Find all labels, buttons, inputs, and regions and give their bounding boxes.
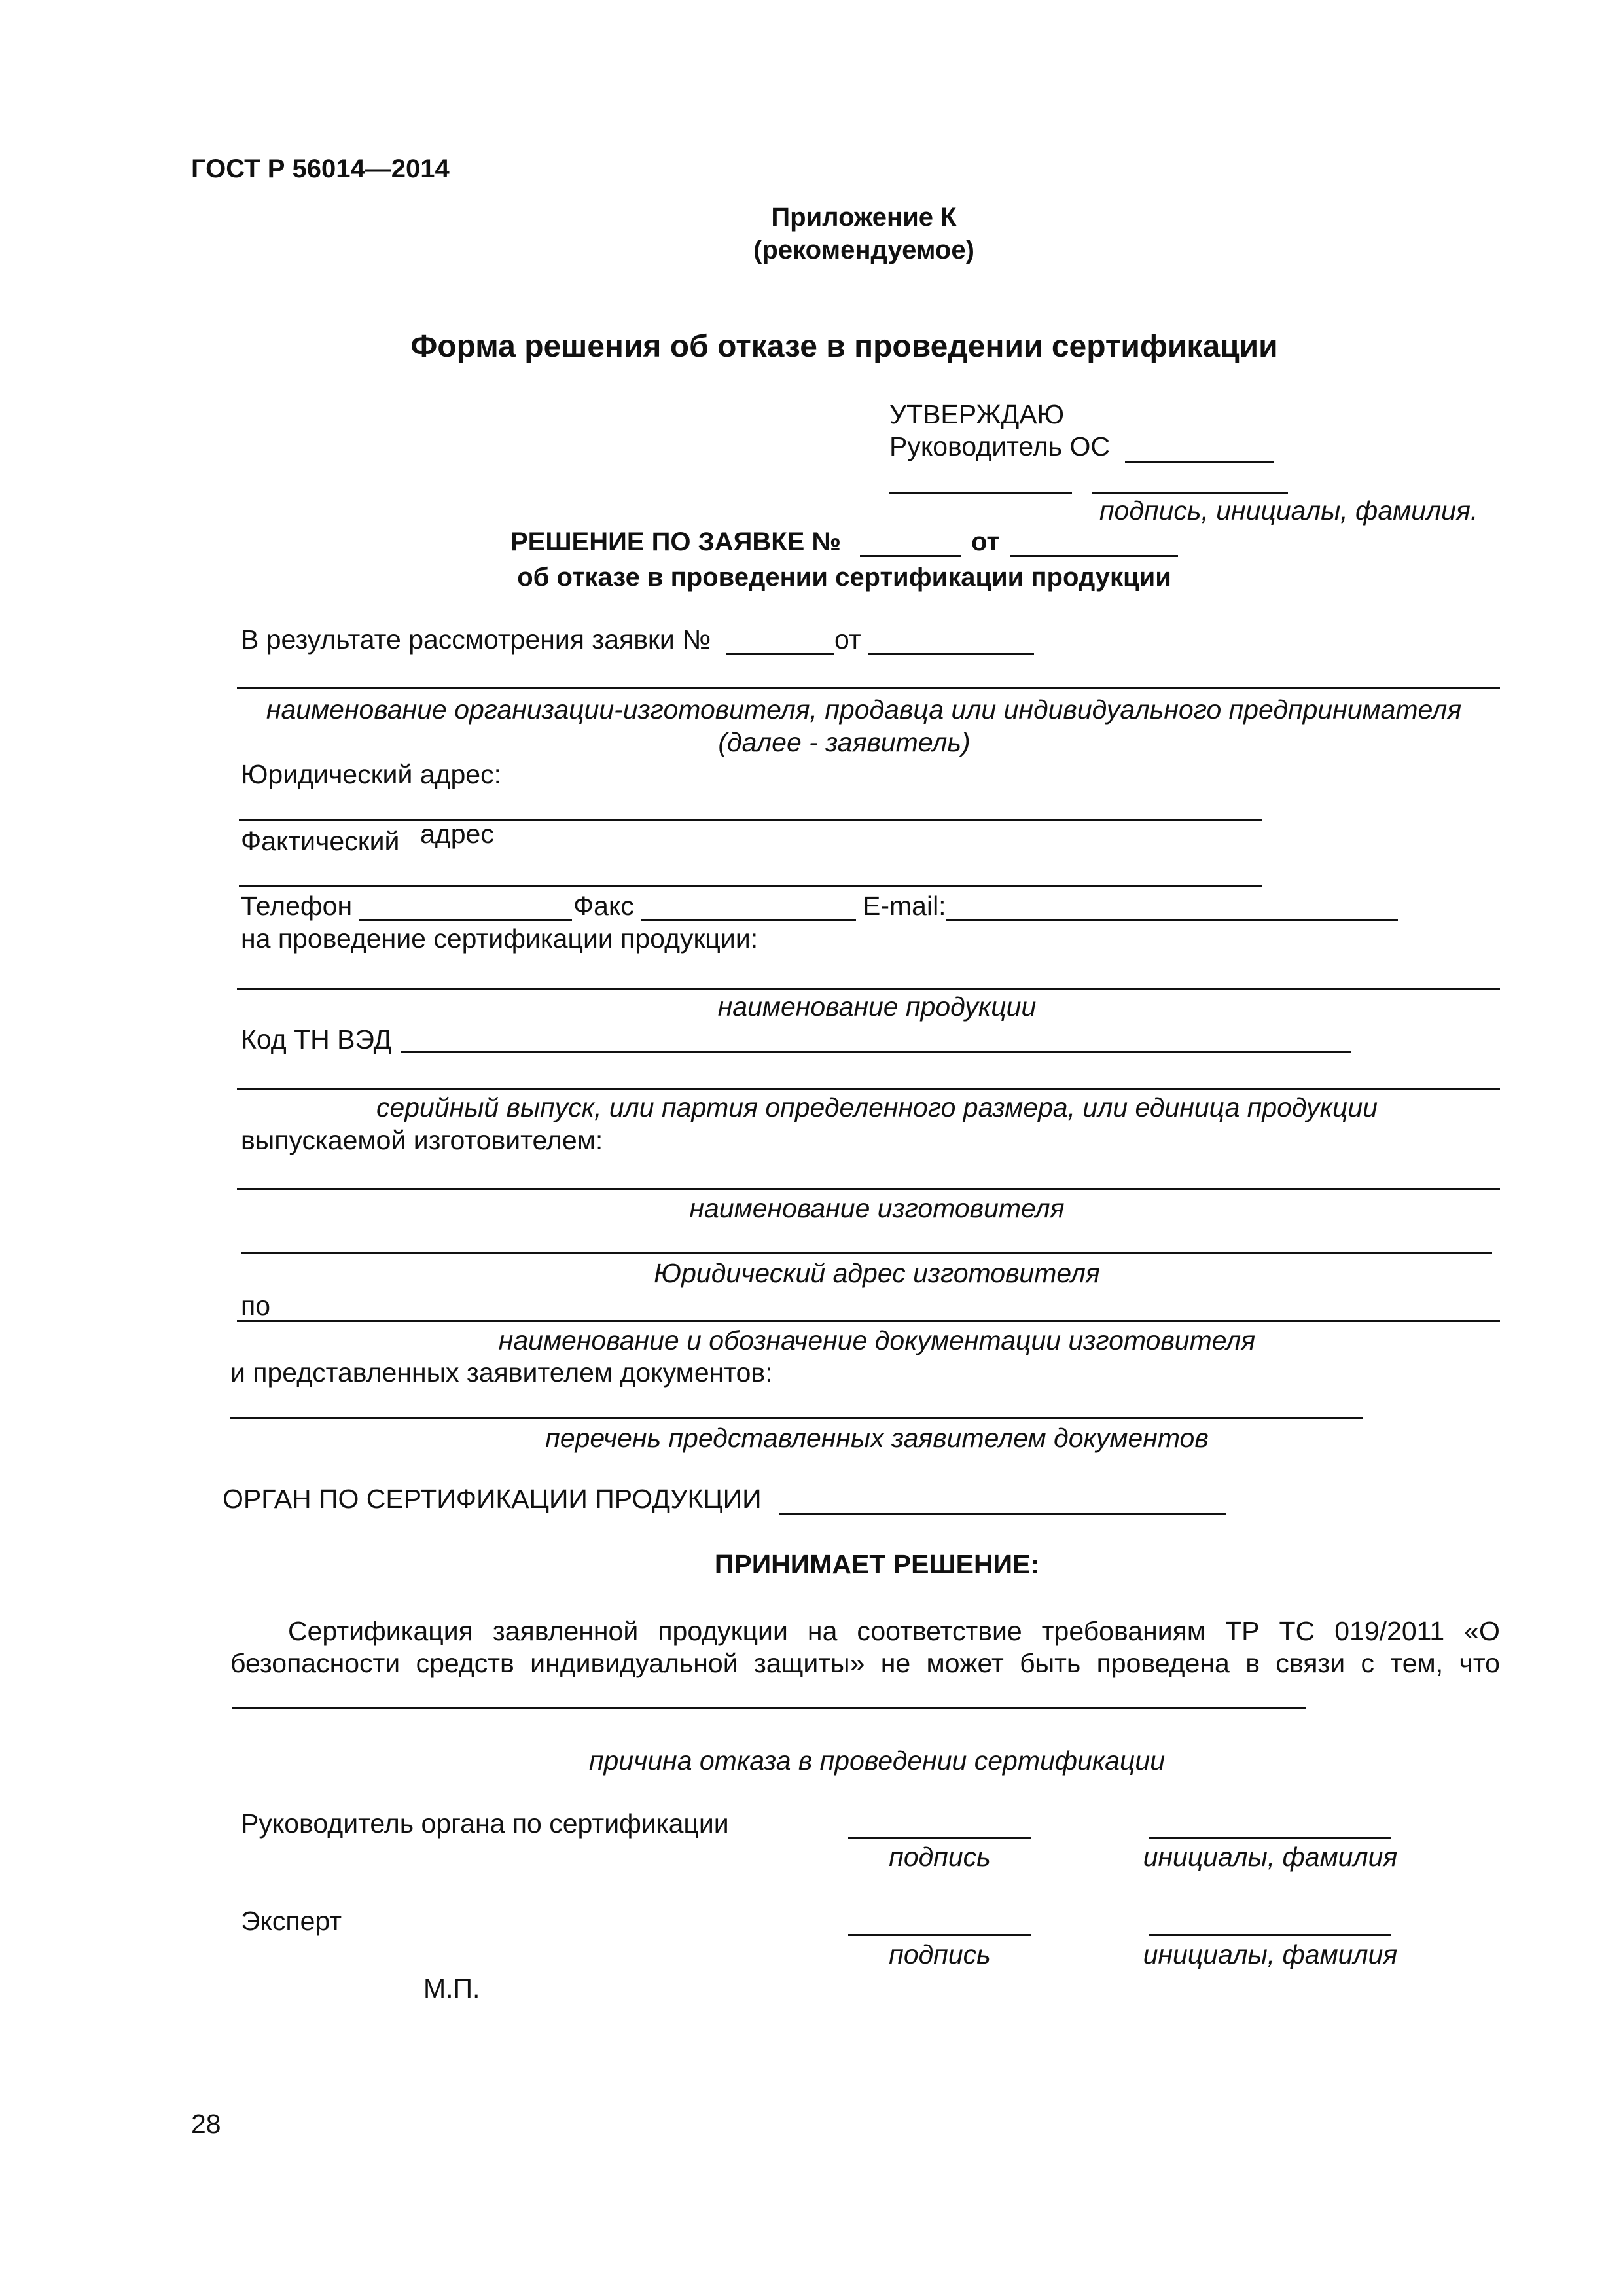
paragraph-word: проведена bbox=[1096, 1648, 1230, 1678]
paragraph-word: заявленной bbox=[492, 1616, 639, 1646]
review-prefix: В результате рассмотрения заявки № bbox=[241, 624, 711, 655]
paragraph-word: тем, bbox=[1390, 1648, 1444, 1678]
organization-caption: наименование организации-изготовителя, продавца или индивидуального предпринимателя bbox=[266, 694, 1462, 725]
certification-of-label: на проведение сертификации продукции: bbox=[241, 924, 758, 954]
expert-name-caption: инициалы, фамилия bbox=[1143, 1939, 1398, 1969]
review-from: от bbox=[834, 624, 861, 655]
manufacturer-address-line[interactable] bbox=[241, 1252, 1492, 1254]
manufacturer-line[interactable] bbox=[237, 1188, 1500, 1190]
docs-line[interactable] bbox=[230, 1417, 1363, 1419]
organization-line[interactable] bbox=[237, 687, 1500, 689]
documentation-line[interactable] bbox=[237, 1320, 1500, 1322]
email-line[interactable] bbox=[946, 919, 1398, 921]
product-line[interactable] bbox=[237, 988, 1500, 990]
approval-name-line[interactable] bbox=[1092, 492, 1288, 494]
fax-line[interactable] bbox=[641, 919, 856, 921]
actual-address-line[interactable] bbox=[239, 885, 1262, 887]
expert-label: Эксперт bbox=[241, 1906, 342, 1936]
legal-address-label: Юридический адрес: bbox=[241, 759, 501, 789]
authority-label: ОРГАН ПО СЕРТИФИКАЦИИ ПРОДУКЦИИ bbox=[223, 1484, 762, 1514]
decision-title-prefix: РЕШЕНИЕ ПО ЗАЯВКЕ № bbox=[510, 528, 842, 556]
documentation-caption: наименование и обозначение документации изготовителя bbox=[498, 1325, 1256, 1355]
paragraph-word: соответствие bbox=[857, 1616, 1022, 1646]
decision-number-line[interactable] bbox=[860, 555, 961, 557]
head-name-caption: инициалы, фамилия bbox=[1143, 1842, 1398, 1872]
paragraph-word: связи bbox=[1275, 1648, 1346, 1678]
appendix-note: (рекомендуемое) bbox=[753, 236, 974, 264]
series-caption: серийный выпуск, или партия определенного размера, или единица продукции bbox=[376, 1092, 1378, 1122]
paragraph-word: 019/2011 bbox=[1334, 1616, 1445, 1646]
paragraph-word: не bbox=[880, 1648, 911, 1678]
hs-code-line[interactable] bbox=[401, 1051, 1351, 1053]
produced-by-label: выпускаемой изготовителем: bbox=[241, 1125, 603, 1155]
expert-signature-caption: подпись bbox=[889, 1939, 991, 1969]
appendix-title: Приложение К bbox=[771, 203, 957, 232]
series-line[interactable] bbox=[237, 1088, 1500, 1090]
stamp-label: М.П. bbox=[423, 1973, 480, 2003]
approve-label: УТВЕРЖДАЮ bbox=[889, 399, 1065, 429]
actual-address-word: адрес bbox=[420, 819, 494, 849]
standard-number: ГОСТ Р 56014—2014 bbox=[191, 154, 450, 183]
paragraph-word: безопасности bbox=[230, 1648, 401, 1678]
decision-title-from: от bbox=[971, 528, 1000, 556]
paragraph-word: на bbox=[807, 1616, 838, 1646]
product-caption: наименование продукции bbox=[717, 992, 1037, 1022]
paragraph-word: может bbox=[926, 1648, 1004, 1678]
head-signature-line[interactable] bbox=[848, 1837, 1031, 1839]
paragraph-word: «О bbox=[1464, 1616, 1500, 1646]
decision-date-line[interactable] bbox=[1010, 555, 1178, 557]
application-number-line[interactable] bbox=[726, 653, 834, 655]
reason-caption: причина отказа в проведении сертификации bbox=[588, 1746, 1166, 1776]
phone-label: Телефон bbox=[241, 891, 353, 921]
decision-subtitle: об отказе в проведении сертификации продукции bbox=[517, 563, 1171, 592]
manufacturer-caption: наименование изготовителя bbox=[689, 1193, 1065, 1223]
paragraph-word: защиты» bbox=[754, 1648, 865, 1678]
paragraph-word: ТР bbox=[1225, 1616, 1260, 1646]
decision-paragraph-line-1 bbox=[288, 1618, 1500, 1645]
expert-name-line[interactable] bbox=[1149, 1934, 1391, 1936]
paragraph-word: ТС bbox=[1279, 1616, 1315, 1646]
head-name-line[interactable] bbox=[1149, 1837, 1391, 1839]
fax-label: Факс bbox=[573, 891, 634, 921]
head-signature-caption: подпись bbox=[889, 1842, 991, 1872]
paragraph-word: что bbox=[1459, 1648, 1500, 1678]
paragraph-word: индивидуальной bbox=[530, 1648, 738, 1678]
paragraph-word: в bbox=[1245, 1648, 1260, 1678]
decision-paragraph-line-2 bbox=[230, 1650, 1500, 1677]
authority-line[interactable] bbox=[779, 1513, 1226, 1515]
reason-line[interactable] bbox=[232, 1707, 1306, 1709]
approval-caption: подпись, инициалы, фамилия. bbox=[1099, 495, 1478, 526]
submitted-docs-label: и представленных заявителем документов: bbox=[230, 1357, 773, 1388]
head-os-line[interactable] bbox=[1125, 461, 1274, 463]
expert-signature-line[interactable] bbox=[848, 1934, 1031, 1936]
head-os-label: Руководитель ОС bbox=[889, 431, 1111, 461]
paragraph-word: Сертификация bbox=[288, 1616, 473, 1646]
paragraph-word: с bbox=[1361, 1648, 1374, 1678]
approval-signature-line[interactable] bbox=[889, 492, 1072, 494]
paragraph-word: средств bbox=[416, 1648, 514, 1678]
page-number: 28 bbox=[191, 2109, 221, 2139]
hs-code-label: Код ТН ВЭД bbox=[241, 1024, 392, 1054]
actual-address-label: Фактический bbox=[241, 826, 400, 856]
docs-caption: перечень представленных заявителем документов bbox=[545, 1423, 1209, 1453]
phone-line[interactable] bbox=[359, 919, 572, 921]
paragraph-word: требованиям bbox=[1041, 1616, 1206, 1646]
paragraph-word: продукции bbox=[658, 1616, 788, 1646]
by-label: по bbox=[241, 1291, 271, 1321]
application-date-line[interactable] bbox=[868, 653, 1034, 655]
legal-address-line[interactable] bbox=[239, 819, 1262, 821]
manufacturer-address-caption: Юридический адрес изготовителя bbox=[654, 1258, 1100, 1288]
email-label: E-mail: bbox=[863, 891, 946, 921]
head-signature-label: Руководитель органа по сертификации bbox=[241, 1808, 729, 1839]
decides-label: ПРИНИМАЕТ РЕШЕНИЕ: bbox=[714, 1549, 1040, 1579]
form-title: Форма решения об отказе в проведении сертификации bbox=[410, 329, 1278, 364]
organization-caption-2: (далее - заявитель) bbox=[718, 727, 971, 757]
paragraph-word: быть bbox=[1020, 1648, 1081, 1678]
